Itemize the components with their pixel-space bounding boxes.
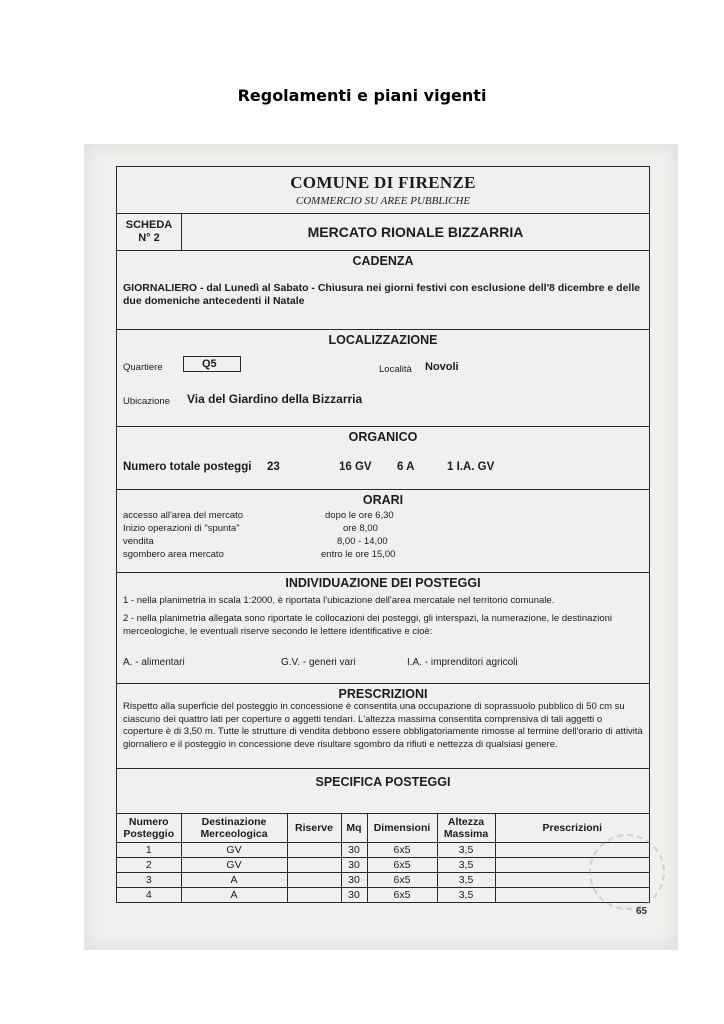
individuazione-line1: 1 - nella planimetria in scala 1:2000, è riportata l'ubicazione dell'area mercatale nel territorio comunale. xyxy=(123,595,555,606)
table-cell: A xyxy=(181,888,287,903)
localizzazione-title: LOCALIZZAZIONE xyxy=(328,333,438,347)
orari-title: ORARI xyxy=(362,493,404,507)
orari-section xyxy=(117,490,649,573)
table-cell: 6x5 xyxy=(367,843,437,858)
table-cell xyxy=(287,843,341,858)
legend-imprenditori-agricoli: I.A. - imprenditori agricoli xyxy=(407,657,518,668)
posteggi-table-wrap xyxy=(117,814,649,902)
scheda-row xyxy=(117,214,649,251)
orari-value: 8,00 - 14,00 xyxy=(337,536,388,547)
organico-a: 6 A xyxy=(397,461,415,473)
orari-value: dopo le ore 6,30 xyxy=(325,510,394,521)
table-cell: 6x5 xyxy=(367,858,437,873)
table-cell: 3,5 xyxy=(437,843,495,858)
table-header-row xyxy=(117,814,649,843)
scanned-document xyxy=(84,144,678,950)
column-header: Altezza Massima xyxy=(437,814,495,843)
organico-title: ORGANICO xyxy=(348,430,418,444)
individuazione-line2: 2 - nella planimetria allegata sono riportate le collocazioni dei posteggi, gli interspazi, la numerazione, le destinazioni merceologiche, le eventuali riserve secondo le lettere identificative e cioè: xyxy=(123,613,613,637)
organico-total: 23 xyxy=(267,461,280,473)
table-cell: 30 xyxy=(341,843,367,858)
table-cell xyxy=(287,888,341,903)
legend-alimentari: A. - alimentari xyxy=(123,657,185,668)
table-cell: 2 xyxy=(117,858,181,873)
scheda-label: SCHEDA xyxy=(125,219,173,231)
table-cell: A xyxy=(181,873,287,888)
table-cell: 6x5 xyxy=(367,873,437,888)
orari-label: vendita xyxy=(123,536,154,547)
page-number: 65 xyxy=(636,906,648,917)
column-header: Prescrizioni xyxy=(495,814,649,843)
quartiere-label: Quartiere xyxy=(123,362,163,373)
table-cell: 30 xyxy=(341,858,367,873)
market-record-sheet xyxy=(116,166,650,903)
orari-label: Inizio operazioni di "spunta" xyxy=(123,523,240,534)
orari-value: ore 8,00 xyxy=(343,523,378,534)
table-cell: GV xyxy=(181,843,287,858)
scheda-number: N° 2 xyxy=(138,232,160,244)
table-cell xyxy=(287,873,341,888)
faded-stamp xyxy=(589,834,665,910)
cadenza-section xyxy=(117,251,649,330)
posteggi-table xyxy=(117,814,649,902)
column-header: Destinazione Merceologica xyxy=(181,814,287,843)
header-title: COMUNE DI FIRENZE xyxy=(290,173,476,192)
organico-section xyxy=(117,427,649,490)
table-cell: 3,5 xyxy=(437,888,495,903)
prescrizioni-text: Rispetto alla superficie del posteggio in concessione è consentita una occupazione di soprassuolo pubblico di 50 cm su ciascuno dei quattro lati per coperture o aggetti tendari. L'altezza massima consentita comprensiva di tali aggetti o coperture è di 3,50 m. Tutte le strutture di vendita debbono essere obbligatoriamente rimosse al termine dell'orario di attività giornaliero e il posteggio in concessione deve risultare sgombro da rifiuti e nettezza di qualsiasi genere. xyxy=(123,701,643,750)
column-header: Mq xyxy=(341,814,367,843)
organico-label: Numero totale posteggi xyxy=(123,461,252,473)
prescrizioni-section xyxy=(117,684,649,769)
table-cell: 3,5 xyxy=(437,858,495,873)
page-heading: Regolamenti e piani vigenti xyxy=(237,86,487,105)
table-cell: 3 xyxy=(117,873,181,888)
localizzazione-section xyxy=(117,330,649,427)
localita-label: Località xyxy=(379,364,412,375)
sheet-header xyxy=(117,167,649,214)
header-subtitle: COMMERCIO SU AREE PUBBLICHE xyxy=(295,195,471,207)
table-cell: 6x5 xyxy=(367,888,437,903)
localita-value: Novoli xyxy=(425,361,459,373)
table-row xyxy=(117,843,649,858)
table-cell: 30 xyxy=(341,873,367,888)
ubicazione-label: Ubicazione xyxy=(123,396,170,407)
specifica-title: SPECIFICA POSTEGGI xyxy=(315,775,451,789)
column-header: Riserve xyxy=(287,814,341,843)
orari-label: accesso all'area del mercato xyxy=(123,510,244,521)
prescrizioni-title: PRESCRIZIONI xyxy=(338,687,428,701)
legend-generi-vari: G.V. - generi vari xyxy=(281,657,356,668)
scheda-box xyxy=(117,214,182,250)
quartiere-value: Q5 xyxy=(183,356,241,372)
organico-ia: 1 I.A. GV xyxy=(447,461,495,473)
individuazione-title: INDIVIDUAZIONE DEI POSTEGGI xyxy=(285,576,481,590)
specifica-section xyxy=(117,769,649,814)
market-name: MERCATO RIONALE BIZZARRIA xyxy=(307,224,524,240)
table-cell: 3,5 xyxy=(437,873,495,888)
cadenza-text: GIORNALIERO - dal Lunedì al Sabato - Chiusura nei giorni festivi con esclusione dell'8 dicembre e delle due domeniche antecedenti il Natale xyxy=(123,282,641,307)
cadenza-title: CADENZA xyxy=(352,254,414,268)
orari-label: sgombero area mercato xyxy=(123,549,224,560)
table-row xyxy=(117,888,649,903)
column-header: Numero Posteggio xyxy=(117,814,181,843)
table-cell: GV xyxy=(181,858,287,873)
column-header: Dimensioni xyxy=(367,814,437,843)
individuazione-section xyxy=(117,573,649,684)
table-row xyxy=(117,873,649,888)
table-cell xyxy=(287,858,341,873)
table-cell: 1 xyxy=(117,843,181,858)
orari-value: entro le ore 15,00 xyxy=(321,549,396,560)
ubicazione-value: Via del Giardino della Bizzarria xyxy=(187,392,363,406)
table-cell: 4 xyxy=(117,888,181,903)
organico-gv: 16 GV xyxy=(339,461,372,473)
table-row xyxy=(117,858,649,873)
table-cell: 30 xyxy=(341,888,367,903)
